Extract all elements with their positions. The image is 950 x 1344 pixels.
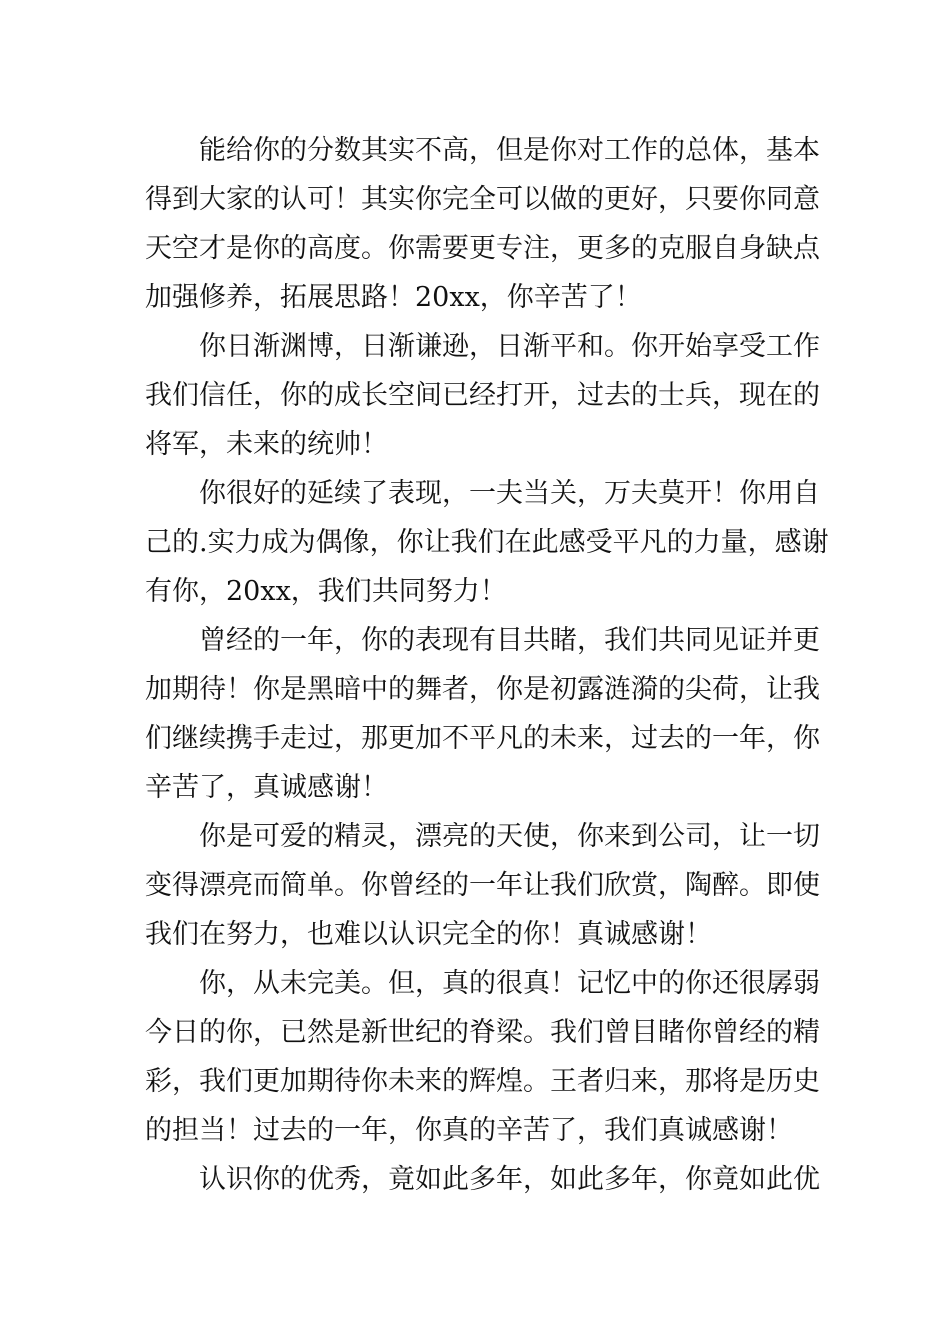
paragraph [145,126,820,322]
text-line: 将军，未来的统帅！ [145,429,388,460]
text-line: 我们在努力，也难以认识完全的你！真诚感谢！ [145,919,712,950]
text-line: 己的.实力成为偶像，你让我们在此感受平凡的力量，感谢 [145,527,829,558]
text-line: 天空才是你的高度。你需要更专注，更多的克服自身缺点 [145,233,820,264]
paragraph [145,812,820,959]
text-line: 你很好的延续了表现，一夫当关，万夫莫开！你用自 [199,478,820,509]
text-line: 认识你的优秀，竟如此多年，如此多年，你竟如此优 [199,1164,820,1195]
text-line: 得到大家的认可！其实你完全可以做的更好，只要你同意 [145,184,820,215]
text-line: 曾经的一年，你的表现有目共睹，我们共同见证并更 [199,625,820,656]
text-line: 有你，20xx，我们共同努力！ [145,576,507,607]
text-line: 加强修养，拓展思路！20xx，你辛苦了！ [145,282,642,313]
text-line: 变得漂亮而简单。你曾经的一年让我们欣赏，陶醉。即使 [145,870,820,901]
paragraph [145,469,829,616]
text-line: 你是可爱的精灵，漂亮的天使，你来到公司，让一切 [199,821,820,852]
paragraph [145,1155,820,1204]
text-line: 的担当！过去的一年，你真的辛苦了，我们真诚感谢！ [145,1115,793,1146]
text-line: 辛苦了，真诚感谢！ [145,772,388,803]
text-line: 我们信任，你的成长空间已经打开，过去的士兵，现在的 [145,380,820,411]
document-body [145,126,829,1204]
text-line: 你日渐渊博，日渐谦逊，日渐平和。你开始享受工作 [199,331,820,362]
text-line: 彩，我们更加期待你未来的辉煌。王者归来，那将是历史 [145,1066,820,1097]
text-line: 今日的你，已然是新世纪的脊梁。我们曾目睹你曾经的精 [145,1017,820,1048]
text-line: 加期待！你是黑暗中的舞者，你是初露涟漪的尖荷，让我 [145,674,820,705]
text-line: 你，从未完美。但，真的很真！记忆中的你还很孱弱 [199,968,820,999]
text-line: 能给你的分数其实不高，但是你对工作的总体，基本 [199,135,820,166]
paragraph [145,322,820,469]
text-line: 们继续携手走过，那更加不平凡的未来，过去的一年，你 [145,723,820,754]
paragraph [145,616,820,812]
paragraph [145,959,820,1155]
